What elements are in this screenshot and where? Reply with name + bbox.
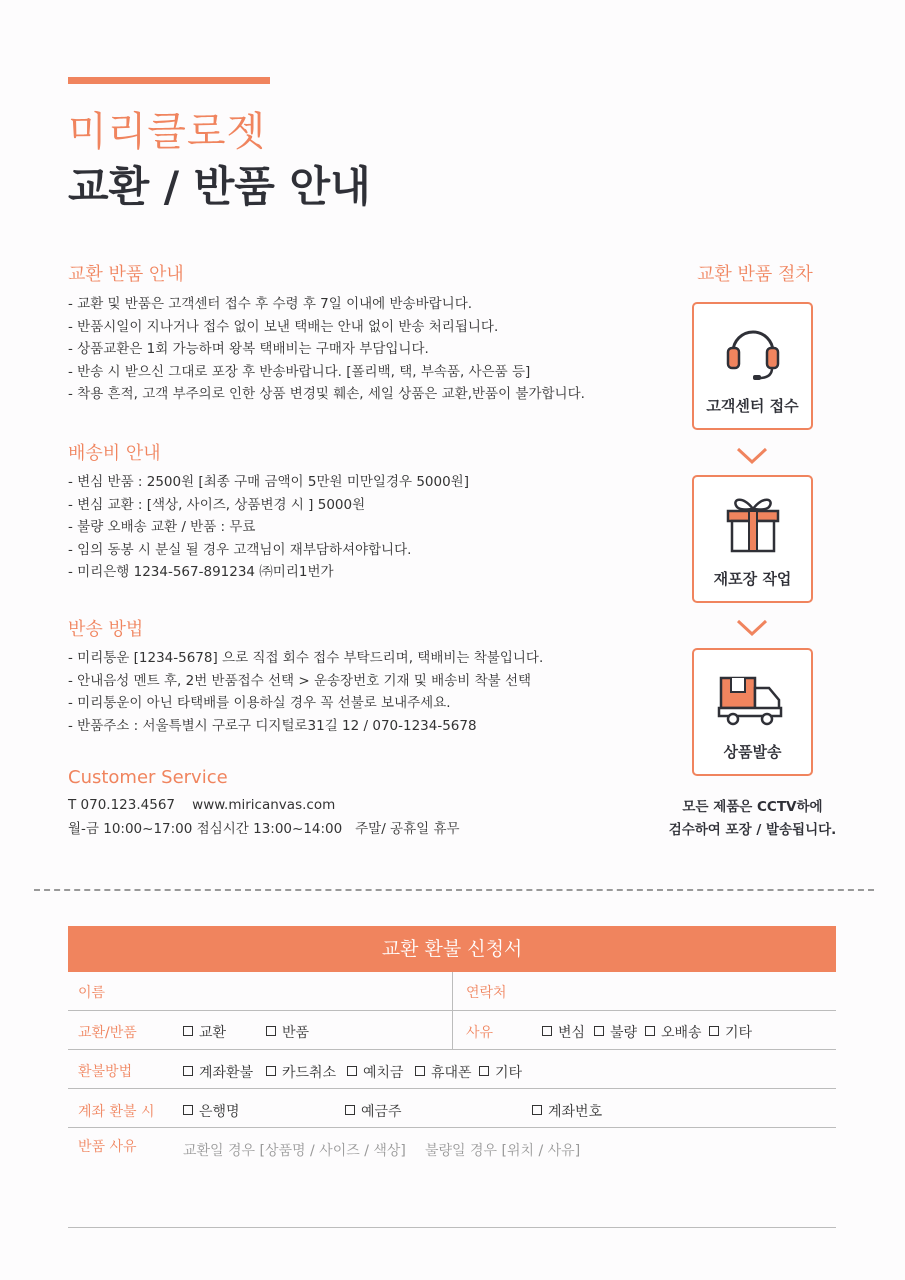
checkbox-phone[interactable] [415,1062,472,1082]
form-row-type [68,1011,836,1050]
list-item: - 변심 교환 : [색상, 사이즈, 상품변경 시 ] 5000원 [68,496,366,513]
checkbox-refund-other[interactable] [479,1062,522,1082]
checkbox-reason-misdelivery[interactable] [645,1022,702,1042]
checkbox-label: 계좌번호 [548,1104,603,1120]
exchange-list [68,293,585,406]
refund-label: 환불방법 [78,1064,133,1080]
checkbox-icon [479,1066,489,1076]
checkbox-label: 예금주 [361,1104,402,1120]
checkbox-deposit[interactable] [347,1062,404,1082]
checkbox-label: 오배송 [661,1025,702,1041]
checkbox-label: 은행명 [199,1104,240,1120]
process-step-label: 재포장 작업 [713,570,792,588]
contact-label: 연락처 [466,985,507,1001]
checkbox-label: 반품 [282,1025,310,1041]
form-title: 교환 환불 신청서 [68,926,836,972]
column-divider [452,1011,453,1049]
checkbox-account-refund[interactable] [183,1062,253,1082]
cctv-note [650,796,855,842]
checkbox-label: 불량 [610,1025,638,1041]
customer-service-hours: 월-금 10:00~17:00 점심시간 13:00~14:00 주말/ 공휴일 휴무 [68,821,460,837]
customer-service-title: Customer Service [68,767,228,788]
checkbox-icon [183,1066,193,1076]
return-list [68,647,543,737]
checkbox-icon [183,1026,193,1036]
process-step-repack [692,475,813,603]
checkbox-icon [532,1105,542,1115]
checkbox-icon [347,1066,357,1076]
checkbox-reason-other[interactable] [709,1022,752,1042]
checkbox-icon [415,1066,425,1076]
page-title: 교환 / 반품 안내 [68,162,371,211]
checkbox-icon [345,1105,355,1115]
delivery-truck-icon [717,670,789,730]
checkbox-label: 기타 [495,1065,523,1081]
list-item: - 미리은행 1234-567-891234 ㈜미리1번가 [68,564,334,580]
return-reason-hint: 불량일 경우 [위치 / 사유] [425,1143,581,1159]
checkbox-bank-name[interactable] [183,1101,240,1121]
column-divider [452,972,453,1010]
checkbox-label: 카드취소 [282,1065,337,1081]
checkbox-label: 휴대폰 [431,1065,472,1081]
process-title: 교환 반품 절차 [697,264,813,285]
section-title-return: 반송 방법 [68,619,144,640]
shipping-list [68,471,469,584]
chevron-down-icon [736,619,768,637]
list-item: - 교환 및 반품은 고객센터 접수 후 수령 후 7일 이내에 반송바랍니다. [68,296,473,312]
checkbox-icon [266,1066,276,1076]
list-item: - 착용 흔적, 고객 부주의로 인한 상품 변경및 훼손, 세일 상품은 교환,반품이 불가합니다. [68,386,585,402]
form-row-name [68,972,836,1011]
return-reason-label: 반품 사유 [78,1139,137,1155]
customer-service-contact: T 070.123.4567 www.miricanvas.com [68,797,336,813]
checkbox-label: 기타 [725,1025,753,1041]
checkbox-account-number[interactable] [532,1101,602,1121]
brand-name: 미리클로젯 [68,109,267,155]
headset-icon [723,318,783,384]
type-label: 교환/반품 [78,1025,137,1041]
checkbox-reason-defect[interactable] [594,1022,637,1042]
chevron-down-icon [736,447,768,465]
list-item: - 변심 반품 : 2500원 [최종 구매 금액이 5만원 미만일경우 5000원] [68,474,469,490]
form-row-return-reason [68,1128,836,1228]
accent-bar [68,77,270,84]
name-label: 이름 [78,985,106,1001]
list-item: - 안내음성 멘트 후, 2번 반품접수 선택 > 운송장번호 기재 및 배송비 착불 선택 [68,672,532,689]
form-row-account [68,1089,836,1128]
list-item: - 상품교환은 1회 가능하며 왕복 택배비는 구매자 부담입니다. [68,341,429,357]
checkbox-icon [645,1026,655,1036]
checkbox-return[interactable] [266,1022,309,1042]
section-title-shipping: 배송비 안내 [68,443,161,464]
list-item: - 임의 동봉 시 분실 될 경우 고객님이 재부담하셔야합니다. [68,541,412,558]
process-step-label: 고객센터 접수 [706,397,799,415]
return-reason-hint: 교환일 경우 [상품명 / 사이즈 / 색상] [183,1143,406,1159]
checkbox-label: 예치금 [363,1065,404,1081]
checkbox-reason-change[interactable] [542,1022,585,1042]
list-item: - 반송 시 받으신 그대로 포장 후 반송바랍니다. [폴리백, 택, 부속품, 사은품 등] [68,363,531,380]
process-step-support [692,302,813,430]
checkbox-icon [709,1026,719,1036]
checkbox-label: 계좌환불 [199,1065,254,1081]
list-item: - 미리통운이 아닌 타택배를 이용하실 경우 꼭 선불로 보내주세요. [68,695,451,711]
section-title-exchange: 교환 반품 안내 [68,264,184,285]
list-item: - 불량 오배송 교환 / 반품 : 무료 [68,519,256,535]
list-item: - 미리통운 [1234-5678] 으로 직접 회수 접수 부탁드리며, 택배비는 착불입니다. [68,650,544,666]
list-item: - 반품주소 : 서울특별시 구로구 디지털로31길 12 / 070-1234-5678 [68,717,477,734]
checkbox-icon [183,1105,193,1115]
checkbox-icon [266,1026,276,1036]
gift-box-icon [723,491,783,557]
account-label: 계좌 환불 시 [78,1104,155,1120]
checkbox-label: 변심 [558,1025,586,1041]
dashed-divider [34,889,874,891]
checkbox-exchange[interactable] [183,1022,226,1042]
cctv-note-line: 검수하여 포장 / 발송됩니다. [668,822,837,838]
checkbox-card-cancel[interactable] [266,1062,336,1082]
checkbox-account-holder[interactable] [345,1101,402,1121]
checkbox-label: 교환 [199,1025,227,1041]
cctv-note-line: 모든 제품은 CCTV하에 [682,799,823,815]
process-step-label: 상품발송 [723,743,782,761]
refund-form [68,926,836,1228]
reason-label: 사유 [466,1025,494,1041]
checkbox-icon [594,1026,604,1036]
list-item: - 반품시일이 지나거나 접수 없이 보낸 택배는 안내 없이 반송 처리됩니다. [68,318,499,335]
checkbox-icon [542,1026,552,1036]
process-step-delivery [692,648,813,776]
form-row-refund [68,1050,836,1089]
